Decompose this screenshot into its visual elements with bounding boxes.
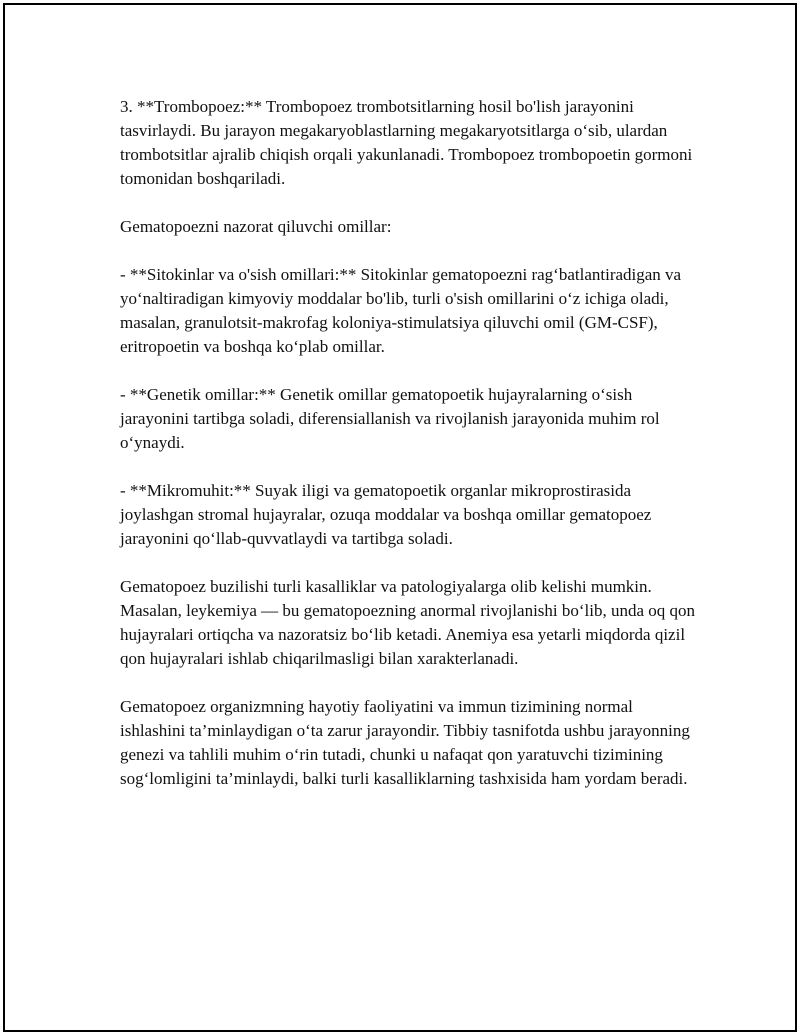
paragraph-conclusion: Gematopoez organizmning hayotiy faoliyatini va immun tizimining normal ishlashini ta’minlaydigan o‘ta zarur jarayondir. Tibbiy tasnifotda ushbu jarayonning genezi va tahlili muhim o‘rin tutadi, chunki u nafaqat qon yaratuvchi tizimining sog‘lomligini ta’minlaydi, balki turli kasalliklarning tashxisida ham yordam beradi. bbox=[120, 697, 695, 788]
paragraph-genetic-factors: - **Genetik omillar:** Genetik omillar gematopoetik hujayralarning o‘sish jarayonini tartibga soladi, diferensiallanish va rivojlanish jarayonida muhim rol o‘ynaydi. bbox=[120, 385, 664, 452]
paragraph-microenvironment: - **Mikromuhit:** Suyak iligi va gematopoetik organlar mikroprostirasida joylashgan stromal hujayralar, ozuqa moddalar va boshqa omillar gematopoez jarayonini qo‘llab-quvvatlaydi va tartibga soladi. bbox=[120, 481, 656, 548]
paragraph-cytokines: - **Sitokinlar va o'sish omillari:** Sitokinlar gematopoezni rag‘batlantiradigan va yo‘naltiradigan kimyoviy moddalar bo'lib, turli o'sish omillarini o‘z ichiga oladi, masalan, granulotsit-makrofag koloniya-stimulatsiya qiluvchi omil (GM-CSF), eritropoetin va boshqa ko‘plab omillar. bbox=[120, 265, 686, 356]
paragraph-disorders: Gematopoez buzilishi turli kasalliklar va patologiyalarga olib kelishi mumkin. Masalan, leykemiya — bu gematopoezning anormal rivojlanishi bo‘lib, unda oq qon hujayralari ortiqcha va nazoratsiz bo‘lib ketadi. Anemiya esa yetarli miqdorda qizil qon hujayralari ishlab chiqarilmasligi bilan xarakterlanadi. bbox=[120, 577, 700, 668]
paragraph-trombopoez: 3. **Trombopoez:** Trombopoez trombotsitlarning hosil bo'lish jarayonini tasvirlaydi. Bu jarayon megakaryoblastlarning megakaryotsitlarga o‘sib, ulardan trombotsitlar ajralib chiqish orqali yakunlanadi. Trombopoez trombopoetin gormoni tomonidan boshqariladi. bbox=[120, 97, 697, 188]
document-body bbox=[120, 95, 700, 791]
paragraph-control-factors-heading: Gematopoezni nazorat qiluvchi omillar: bbox=[120, 217, 392, 236]
document-page bbox=[3, 3, 797, 1032]
